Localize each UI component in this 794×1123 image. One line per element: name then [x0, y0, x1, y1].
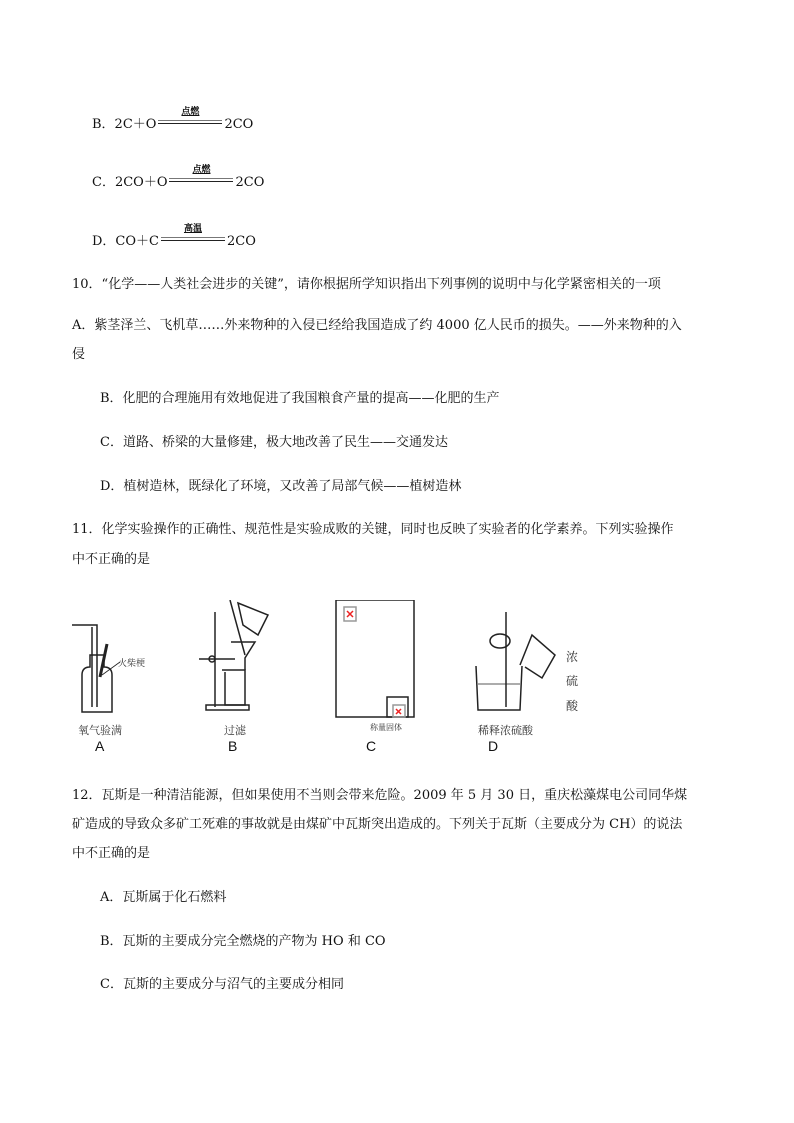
figure-b-filtration — [199, 600, 268, 710]
figure-d-note-2: 硫 — [566, 674, 579, 688]
q10-option-a: A．紫茎泽兰、飞机草……外来物种的入侵已经给我国造成了约 4000 亿人民币的损失。——外来物种的入 — [72, 318, 682, 333]
q9-option-b — [92, 104, 253, 132]
figure-a-letter: A — [95, 738, 105, 754]
q10-option-c: C．道路、桥梁的大量修建，极大地改善了民生——交通发达 — [100, 435, 448, 450]
equation-left: C．2CO＋O — [92, 175, 168, 190]
figure-c-paper — [336, 600, 414, 717]
reaction-condition — [169, 162, 233, 190]
figure-d-letter: D — [488, 738, 499, 754]
q12-option-a: A．瓦斯属于化石燃料 — [100, 890, 227, 905]
q10-option-a-cont: 侵 — [72, 347, 86, 362]
figure-a-caption: 氧气验满 — [78, 724, 122, 737]
figure-c-letter: C — [366, 738, 377, 754]
condition-label: 点燃 — [181, 107, 200, 117]
q10-option-d: D．植树造林，既绿化了环境，又改善了局部气候——植树造林 — [100, 479, 462, 494]
figure-b-letter: B — [228, 738, 238, 754]
figure-b-caption: 过滤 — [224, 724, 246, 737]
q11-stem-cont: 中不正确的是 — [72, 552, 151, 567]
figure-d-caption: 稀释浓硫酸 — [478, 724, 533, 737]
q9-option-d — [92, 221, 256, 249]
figure-d-dilution — [476, 612, 555, 710]
q10-stem: 10．“化学——人类社会进步的关键”，请你根据所学知识指出下列事例的说明中与化学紧密相关的一项 — [72, 277, 661, 292]
q12-option-c: C．瓦斯的主要成分与沼气的主要成分相同 — [100, 977, 344, 992]
q12-stem-cont: 矿造成的导致众多矿工死难的事故就是由煤矿中瓦斯突出造成的。下列关于瓦斯（主要成分为 CH）的说法 — [72, 817, 683, 832]
reaction-condition — [161, 221, 225, 249]
q10-option-b: B．化肥的合理施用有效地促进了我国粮食产量的提高——化肥的生产 — [100, 391, 500, 406]
q12-option-b: B．瓦斯的主要成分完全燃烧的产物为 HO 和 CO — [100, 934, 386, 949]
figure-d-note-3: 酸 — [566, 699, 579, 713]
figure-a-bottle — [72, 625, 120, 712]
condition-label: 点燃 — [192, 165, 211, 175]
condition-label: 高温 — [183, 224, 202, 234]
figure-a-note: 火柴梗 — [118, 659, 146, 669]
figure-d-note-1: 浓 — [566, 650, 579, 664]
figure-c-caption: 称量固体 — [370, 723, 402, 732]
q12-stem-cont2: 中不正确的是 — [72, 846, 151, 861]
equation-right: 2CO — [224, 117, 254, 132]
equation-left: D．CO＋C — [92, 234, 159, 249]
equation-left: B．2C＋O — [92, 117, 157, 132]
equation-right: 2CO — [235, 175, 265, 190]
q9-option-c — [92, 162, 264, 190]
q11-stem: 11．化学实验操作的正确性、规范性是实验成败的关键，同时也反映了实验者的化学素养。下列实验操作 — [72, 522, 674, 537]
reaction-condition — [158, 104, 222, 132]
equation-right: 2CO — [226, 234, 256, 249]
q12-stem: 12．瓦斯是一种清洁能源，但如果使用不当则会带来危险。2009 年 5 月 30 日，重庆松藻煤电公司同华煤 — [72, 788, 688, 803]
